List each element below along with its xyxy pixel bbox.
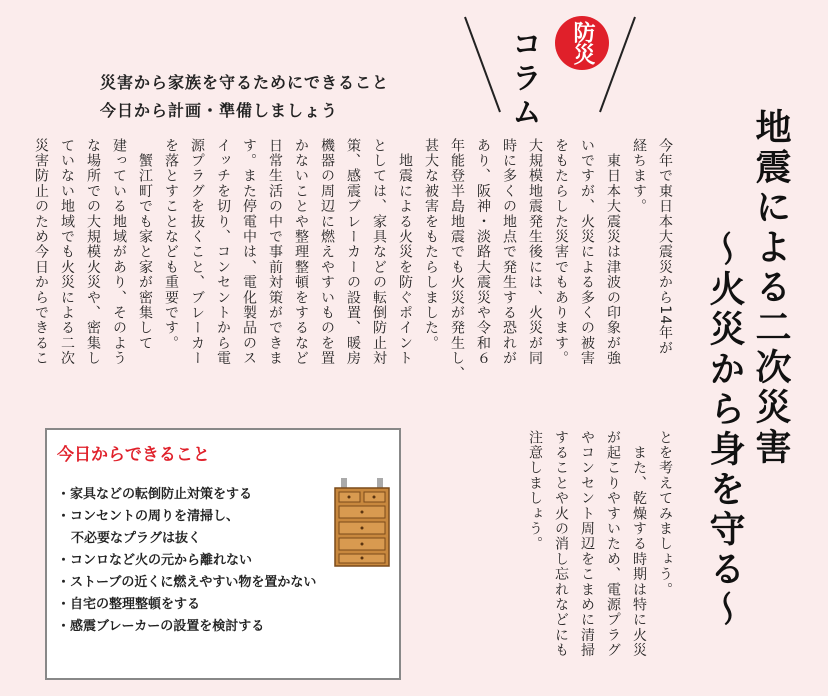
body-line: とを考えてみましょう。 [657,430,673,598]
body-line: 年能登半島地震でも火災が発生し、 [449,138,465,382]
body-line: やコンセント周辺をこまめに清掃 [579,430,595,658]
body-line: 建っている地域があり、そのよう [111,138,127,366]
page-title-line2: ～火災から身を守る～ [704,230,745,630]
body-line: す。また停電中は、電化製品のス [241,138,257,366]
badge-divider-lines [460,12,640,122]
column-badge-text: コラム [506,28,541,130]
body-line: 蟹江町でも家と家が密集して [137,138,153,351]
column-badge-circle: 防災 [555,16,609,70]
body-line: としては、家具などの転倒防止対 [371,138,387,366]
body-line: ていない地域でも火災による二次 [59,138,75,366]
body-line: 経ちます。 [631,138,647,214]
body-line: 今年で東日本大震災から14年が [657,138,673,356]
body-line: をもたらした災害でもあります。 [553,138,569,366]
body-line: いですが、火災による多くの被害 [579,138,595,366]
body-line: 注意しましょう。 [527,430,543,552]
body-line: 源プラグを抜くこと、ブレーカー [189,138,205,366]
chest-of-drawers-icon [333,476,391,570]
tips-list-item: ・自宅の整理整頓をする [57,597,201,612]
body-text-bottom [510,430,678,690]
tips-list-item: 不必要なプラグは抜く [71,531,202,546]
body-line: な場所での大規模火災や、密集し [85,138,101,366]
subtitle-line2: 今日から計画・準備しましょう [100,101,339,120]
tips-list-item: ・家具などの転倒防止対策をする [57,487,253,502]
tips-list [57,484,316,638]
tips-list-item: ・コンロなど火の元から離れない [57,553,253,568]
body-line: が起こりやすいため、電源プラグ [605,430,621,658]
body-line: 大規模地震発生後には、火災が同 [527,138,543,366]
page-title-line1: 地震による二次災害 [750,108,791,468]
subtitle-line1: 災害から家族を守るためにできること [100,73,390,92]
body-line: かないことや整理整頓をするなど [293,138,309,366]
body-line: 機器の周辺に燃えやすいものを置 [319,138,335,366]
body-line: 時に多くの地点で発生する恐れが [501,138,517,366]
body-line: 策、感震ブレーカーの設置、暖房 [345,138,361,366]
body-line: 甚大な被害をもたらしました。 [423,138,439,351]
tips-list-item: ・コンセントの周りを清掃し、 [57,509,240,524]
body-text-top [33,138,678,408]
body-line: を落とすことなども重要です。 [163,138,179,351]
body-line: あり、阪神・淡路大震災や令和６ [475,138,491,366]
body-line: 災害防止のため今日からできるこ [33,138,49,366]
tips-box-title: 今日からできること [57,445,210,465]
body-line: することや火の消し忘れなどにも [553,430,569,658]
body-line: イッチを切り、コンセントから電 [215,138,231,366]
body-line: 日常生活の中で事前対策ができま [267,138,283,366]
body-line: また、乾燥する時期は特に火災 [631,430,647,658]
tips-list-item: ・感震ブレーカーの設置を検討する [57,619,265,634]
body-line: 東日本大震災は津波の印象が強 [605,138,621,366]
tips-list-item: ・ストーブの近くに燃えやすい物を置かない [57,575,317,590]
body-line: 地震による火災を防ぐポイント [397,138,413,366]
tips-box [45,428,401,680]
